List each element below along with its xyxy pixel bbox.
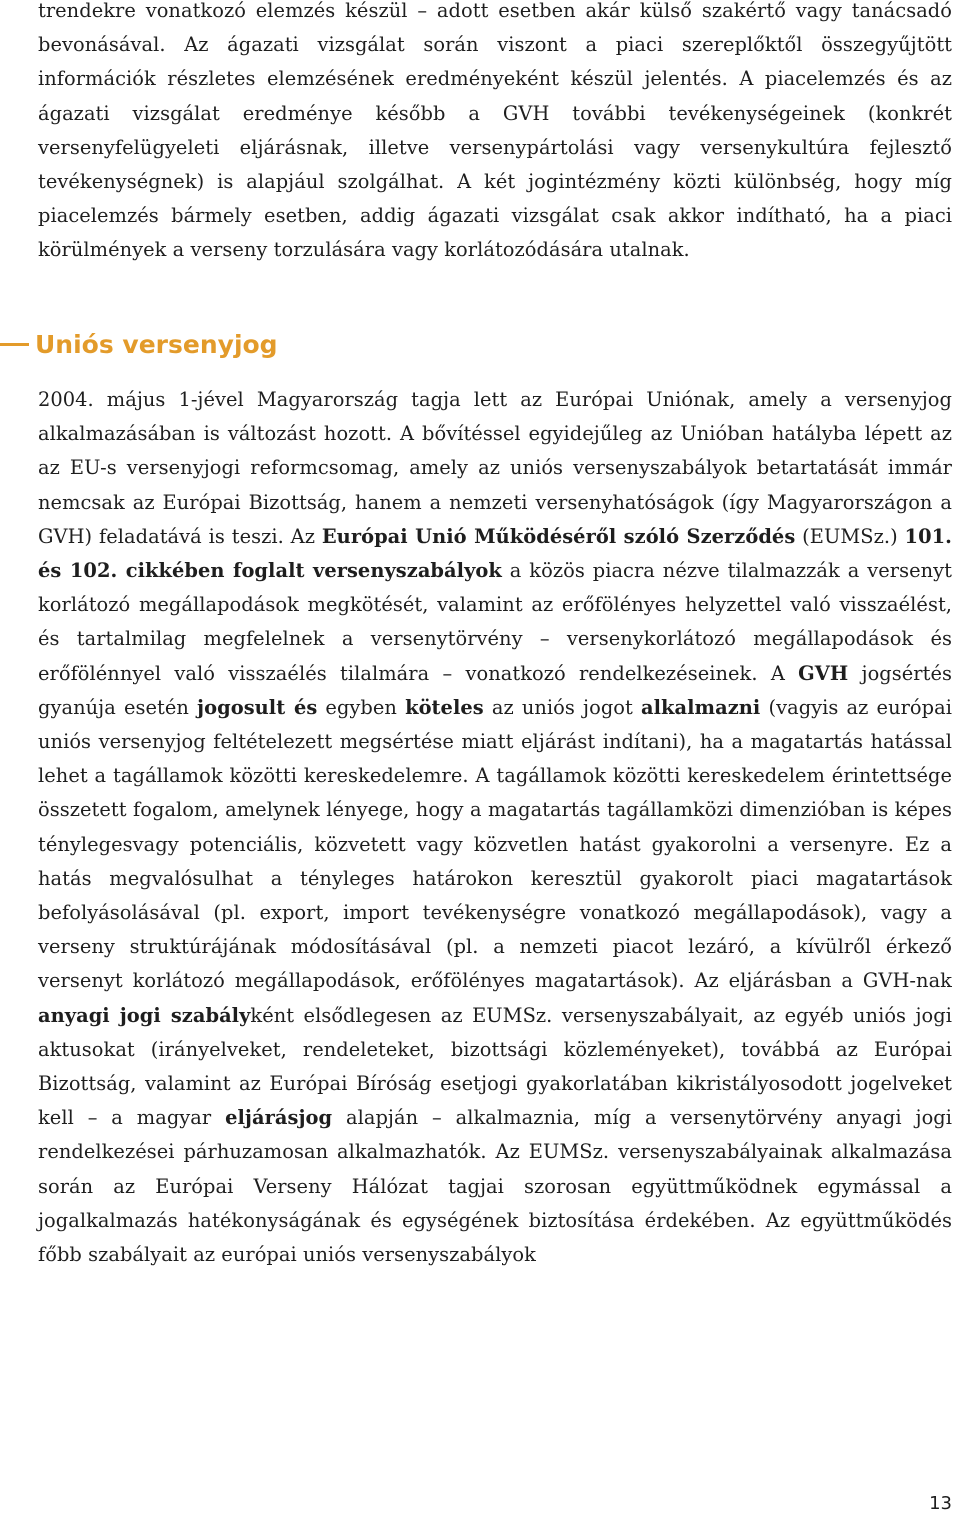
- paragraph-text: 2004. május 1-jével Magyarország tagja lett az Európai Uniónak, amely a versenyjog alkalmazásában is változást hozott. A bővítéssel egyidejűleg az Unióban hatályba lépett az az EU-s versenyjogi reformcsomag, amely az uniós versenyszabályok betartatását immár nemcsak az Európai Bizottság, hanem a nemzeti versenyhatóságok (így Magyarországon a GVH) feladatává is teszi. Az: [38, 388, 952, 548]
- paragraph-text: a közös piacra nézve tilalmazzák a versenyt korlátozó megállapodások megkötését, valamint az erőfölényes helyzettel való visszaélést, és tartalmilag megfelelnek a versenytörvény – versenykorlátozó megállapodások és erőfölénnyel való visszaélés tilalmára – vonatkozó rendelkezéseinek. A: [38, 559, 952, 685]
- paragraph-text: alapján – alkalmaznia, míg a versenytörvény anyagi jogi rendelkezései párhuzamosan alkalmazhatók. Az EUMSz. versenyszabályainak alkalmazása során az Európai Verseny Hálózat tagjai szorosan együttműködnek egymással a jogalkalmazás hatékonyságának és egységének biztosítása érdekében. Az együttműködés főbb szabályait az európai uniós versenyszabályok: [38, 1106, 953, 1267]
- paragraph-text: jogsértés gyanúja esetén: [38, 661, 952, 719]
- section-heading-text: Uniós versenyjog: [35, 330, 278, 359]
- paragraph-text: (vagyis az európai uniós versenyjog feltételezett megsértése miatt eljárást indítani), ha a magatartás hatással lehet a tagállamok közötti kereskedelemre. A tagállamok közötti kereskedelem érintettsége összetett fogalom, amelynek lényege, hogy a magatartás tagállamközi dimenzióban is képes ténylegesvagy potenciális, közvetett vagy közvetlen hatást gyakorolni a versenyre. Ez a hatás megvalósulhat a tényleges határokon keresztül gyakorolt piaci magatartások befolyásolásával (pl. export, import tevékenységre vonatkozó megállapodások), vagy a verseny struktúrájának módosításával (pl. a nemzeti piacot lezáró, a kívülről érkező versenyt korlátozó megállapodások, erőfölényes magatartások). Az eljárásban a GVH-nak: [38, 695, 952, 993]
- emphasis-text: GVH: [798, 661, 849, 685]
- emphasis-text: köteles: [405, 695, 484, 719]
- intro-paragraph: trendekre vonatkozó elemzés készül – adott esetben akár külső szakértő vagy tanácsadó bevonásával. Az ágazati vizsgálat során viszont a piaci szereplőktől összegyűjtött információk részletes elemzésének eredményeként készül jelentés. A piacelemzés és az ágazati vizsgálat eredménye később a GVH további tevékenységeinek (konkrét versenyfelügyeleti eljárásnak, illetve versenypártolási vagy versenykultúra fejlesztő tevékenységnek) is alapjául szolgálhat. A két jogintézmény közti különbség, hogy míg piacelemzés bármely esetben, addig ágazati vizsgálat csak akkor indítható, ha a piaci körülmények a verseny torzulására vagy korlátozódására utalnak.: [38, 0, 952, 262]
- emphasis-text: 101. és 102. cikkében foglalt versenyszabályok: [38, 524, 952, 583]
- emphasis-text: anyagi jogi szabály: [38, 1003, 251, 1027]
- eu-competition-paragraph: [38, 383, 952, 1272]
- paragraph-text: egyben: [317, 695, 406, 719]
- page-number: 13: [929, 1493, 952, 1514]
- emphasis-text: Európai Unió Működéséről szóló Szerződés: [321, 524, 796, 548]
- emphasis-text: alkalmazni: [640, 695, 761, 719]
- emphasis-text: jogosult és: [197, 695, 318, 719]
- paragraph-text: ként elsődlegesen az EUMSz. versenyszabályait, az egyéb uniós jogi aktusokat (irányelveket, rendeleteket, bizottsági közleményeket), továbbá az Európai Bizottság, valamint az Európai Bíróság esetjogi gyakorlatában kikristályosodott jogelveket kell – a magyar: [38, 1003, 952, 1130]
- paragraph-text: (EUMSz.): [795, 524, 905, 548]
- emphasis-text: eljárásjog: [225, 1106, 333, 1130]
- paragraph-text: az uniós jogot: [483, 695, 641, 719]
- section-heading: [0, 330, 278, 359]
- heading-dash-rule: [0, 343, 29, 346]
